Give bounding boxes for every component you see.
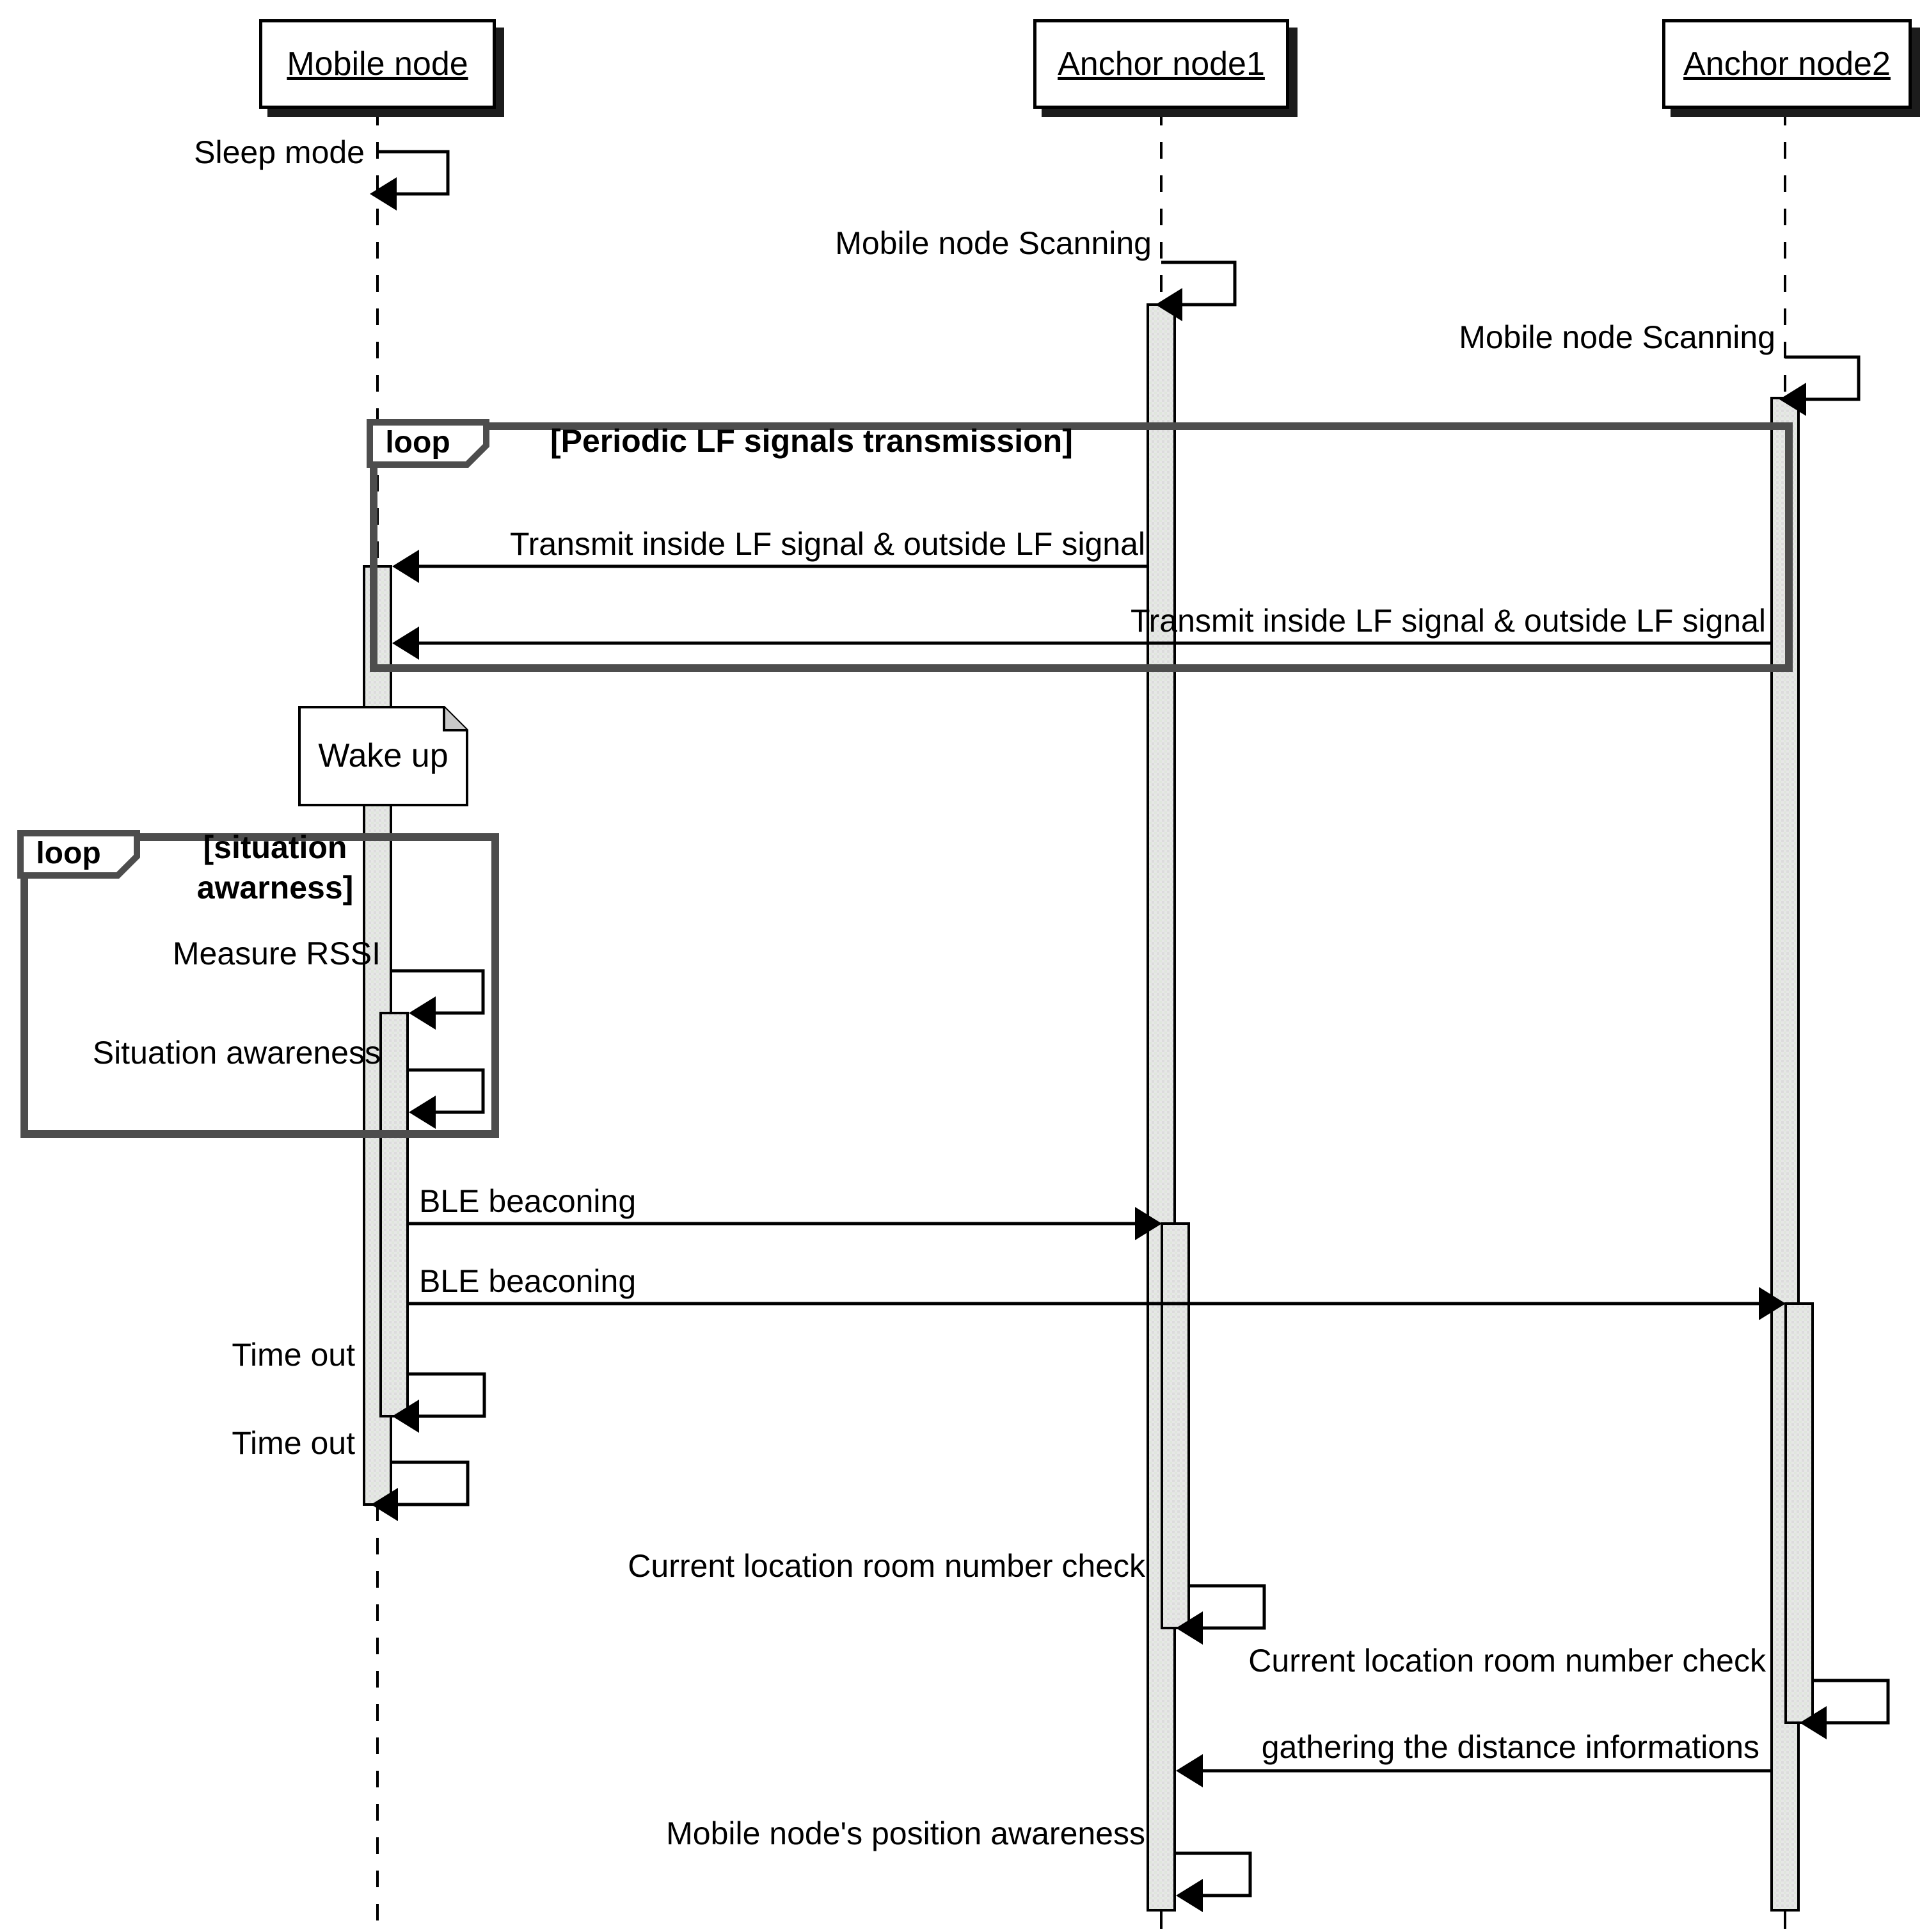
arrowhead-position-awareness	[1176, 1879, 1203, 1912]
arrowhead-sleep-mode	[370, 177, 397, 211]
arrowhead-gathering	[1176, 1754, 1203, 1787]
note-wake-up-text: Wake up	[318, 737, 449, 774]
self-message-measure-rssi	[391, 971, 483, 1013]
message-label-position-awareness: Mobile node's position awareness	[666, 1816, 1145, 1851]
self-message-position-awareness	[1175, 1853, 1250, 1896]
participant-anchor-node2	[1662, 19, 1912, 109]
self-message-timeout2	[391, 1462, 468, 1505]
loop2-guard-line2: awarness]	[196, 870, 354, 906]
participant-anchor-node1-label: Anchor node1	[1058, 45, 1265, 83]
message-label-transmit2: Transmit inside LF signal & outside LF signal	[1130, 603, 1766, 639]
message-label-ble2: BLE beaconing	[419, 1263, 637, 1299]
loop2-guard-line1: [situation	[203, 829, 347, 865]
self-message-situation-awareness	[408, 1070, 483, 1112]
loop1-operator-label: loop	[385, 426, 450, 459]
arrowhead-measure-rssi	[409, 996, 436, 1030]
message-label-room-check2: Current location room number check	[1248, 1643, 1766, 1679]
message-label-room-check1: Current location room number check	[628, 1548, 1145, 1584]
activation-mobile-node-nested	[381, 1013, 408, 1416]
message-label-ble1: BLE beaconing	[419, 1183, 637, 1219]
message-label-measure-rssi: Measure RSSI	[172, 936, 381, 971]
arrowhead-transmit2	[392, 627, 419, 660]
loop2-operator-label: loop	[36, 836, 101, 870]
activation-anchor-node1-main	[1148, 305, 1175, 1910]
message-label-transmit1: Transmit inside LF signal & outside LF signal	[509, 526, 1145, 562]
participant-anchor-node1	[1033, 19, 1289, 109]
arrowhead-transmit1	[392, 550, 419, 583]
activation-anchor-node2-nested	[1786, 1304, 1813, 1723]
note-wake-up-fold-icon	[444, 707, 467, 730]
participant-mobile-node	[259, 19, 496, 109]
message-label-situation-awareness: Situation awareness	[92, 1035, 381, 1071]
message-label-timeout1: Time out	[232, 1337, 355, 1373]
participant-anchor-node2-label: Anchor node2	[1683, 45, 1891, 83]
loop1-guard: [Periodic LF signals transmission]	[550, 423, 1073, 459]
activation-anchor-node1-nested	[1162, 1224, 1189, 1628]
participant-mobile-node-label: Mobile node	[287, 45, 468, 83]
message-label-scan2: Mobile node Scanning	[1459, 319, 1775, 355]
message-label-timeout2: Time out	[232, 1425, 355, 1461]
arrowhead-situation-awareness	[409, 1096, 436, 1129]
message-label-sleep-mode: Sleep mode	[194, 134, 365, 170]
message-label-scan1: Mobile node Scanning	[835, 225, 1152, 261]
message-label-gathering: gathering the distance informations	[1261, 1729, 1759, 1765]
